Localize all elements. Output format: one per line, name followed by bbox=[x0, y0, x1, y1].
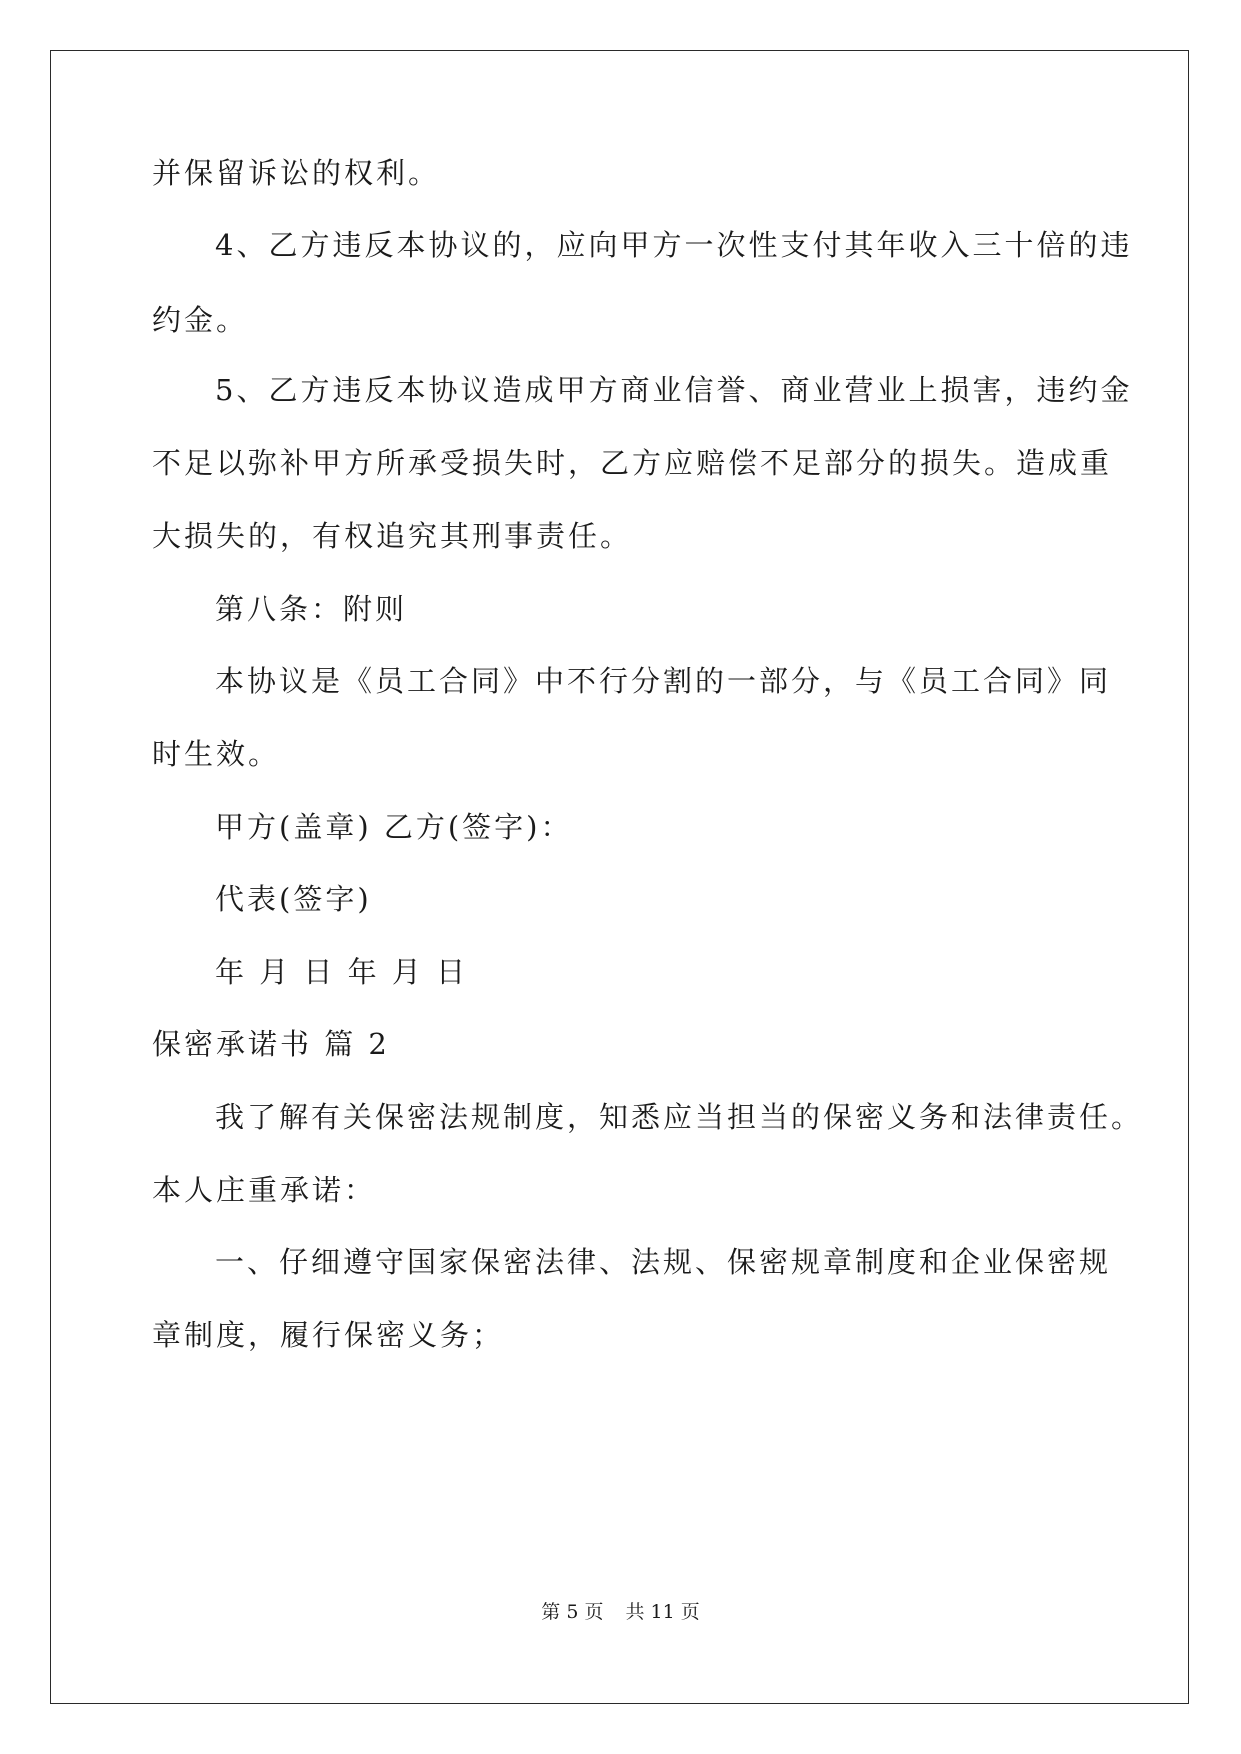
page-frame bbox=[50, 50, 1189, 1704]
text-line: 章制度，履行保密义务； bbox=[152, 1318, 505, 1352]
page-footer bbox=[0, 1600, 1241, 1624]
text-line: 4、乙方违反本协议的，应向甲方一次性支付其年收入三十倍的违 bbox=[215, 228, 1133, 262]
text-line: 约金。 bbox=[152, 303, 249, 337]
text-line: 本人庄重承诺： bbox=[152, 1173, 377, 1207]
signature-line: 代表(签字) bbox=[215, 882, 372, 916]
signature-line: 甲方(盖章) 乙方(签字)： bbox=[215, 810, 573, 844]
text-line: 一、仔细遵守国家保密法律、法规、保密规章制度和企业保密规 bbox=[215, 1245, 1112, 1279]
page-total: 共 11 页 bbox=[625, 1601, 700, 1623]
text-line: 5、乙方违反本协议造成甲方商业信誉、商业营业上损害，违约金 bbox=[215, 373, 1133, 407]
section-heading: 第八条：附则 bbox=[215, 592, 408, 626]
text-line: 大损失的，有权追究其刑事责任。 bbox=[152, 519, 633, 553]
page-number: 第 5 页 bbox=[541, 1601, 604, 1623]
date-line: 年 月 日 年 月 日 bbox=[215, 955, 469, 989]
text-line: 我了解有关保密法规制度，知悉应当担当的保密义务和法律责任。 bbox=[215, 1100, 1144, 1134]
text-line: 时生效。 bbox=[152, 737, 281, 771]
text-line: 并保留诉讼的权利。 bbox=[152, 156, 441, 190]
text-line: 不足以弥补甲方所承受损失时，乙方应赔偿不足部分的损失。造成重 bbox=[152, 446, 1113, 480]
section-title: 保密承诺书 篇 2 bbox=[152, 1027, 390, 1061]
text-line: 本协议是《员工合同》中不行分割的一部分，与《员工合同》同 bbox=[215, 664, 1112, 698]
